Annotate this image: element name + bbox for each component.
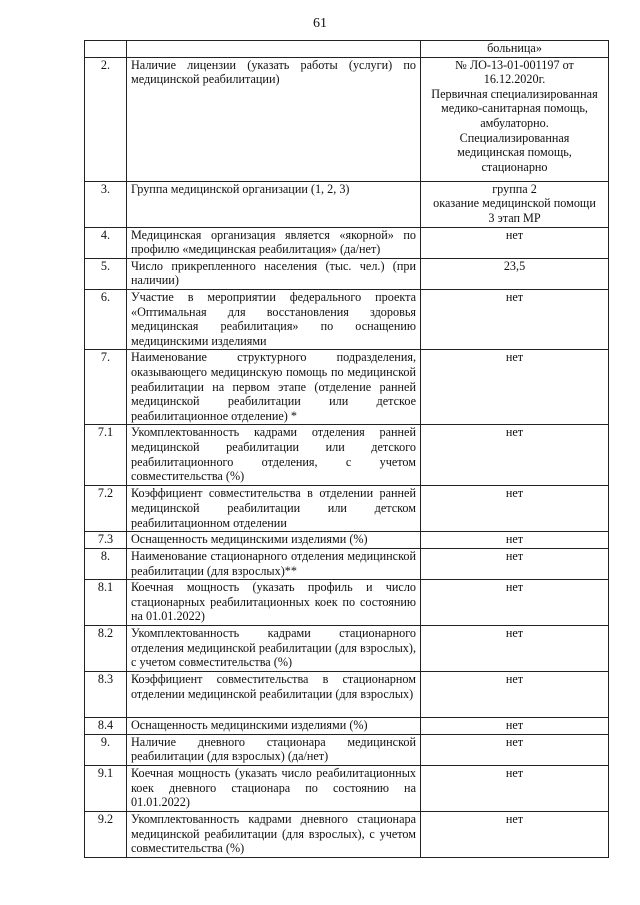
- table-row: [85, 548, 609, 579]
- row-value: нет: [421, 580, 609, 626]
- row-value: нет: [421, 626, 609, 672]
- row-number: 8.4: [85, 718, 127, 735]
- table-row: [85, 57, 609, 181]
- row-description: Коэффициент совместительства в отделении ранней медицинской реабилитации или детском реабилитационном отделении: [127, 486, 421, 532]
- row-value: нет: [421, 718, 609, 735]
- row-number: 9.2: [85, 811, 127, 857]
- row-number: 6.: [85, 289, 127, 349]
- table-row: [85, 289, 609, 349]
- row-description: Группа медицинской организации (1, 2, 3): [127, 181, 421, 227]
- table-row: [85, 811, 609, 857]
- row-value: № ЛО-13-01-001197 от 16.12.2020г. Первичная специализированная медико-санитарная помощь, амбулаторно. Специализированная медицинская помощь, стационарно: [421, 57, 609, 181]
- table-row: [85, 765, 609, 811]
- row-value: нет: [421, 811, 609, 857]
- row-value: нет: [421, 734, 609, 765]
- row-description: Укомплектованность кадрами стационарного отделения медицинской реабилитации (для взрослых), с учетом совместительства (%): [127, 626, 421, 672]
- row-value: больница»: [421, 41, 609, 58]
- row-number: 8.2: [85, 626, 127, 672]
- table-row: [85, 350, 609, 425]
- row-description: Наличие лицензии (указать работы (услуги) по медицинской реабилитации): [127, 57, 421, 181]
- row-description: Наименование структурного подразделения, оказывающего медицинскую помощь по медицинской реабилитации на первом этапе (отделение ранней медицинской реабилитации или детское реабилитационное отделение) *: [127, 350, 421, 425]
- row-value: нет: [421, 765, 609, 811]
- row-description: Коечная мощность (указать число реабилитационных коек дневного стационара по состоянию на 01.01.2022): [127, 765, 421, 811]
- row-value: 23,5: [421, 258, 609, 289]
- row-value: группа 2 оказание медицинской помощи 3 этап МР: [421, 181, 609, 227]
- table-row: [85, 734, 609, 765]
- row-number: 7.2: [85, 486, 127, 532]
- table-row: [85, 626, 609, 672]
- table-row: [85, 41, 609, 58]
- row-description: Коечная мощность (указать профиль и число стационарных реабилитационных коек по состоянию на 01.01.2022): [127, 580, 421, 626]
- row-description: Оснащенность медицинскими изделиями (%): [127, 718, 421, 735]
- row-number: 8.1: [85, 580, 127, 626]
- row-number: 8.3: [85, 672, 127, 718]
- row-number: 9.1: [85, 765, 127, 811]
- row-number: 7.1: [85, 425, 127, 486]
- row-value: нет: [421, 672, 609, 718]
- row-number: 3.: [85, 181, 127, 227]
- table-row: [85, 718, 609, 735]
- row-description: [127, 41, 421, 58]
- row-value: нет: [421, 289, 609, 349]
- row-number: 8.: [85, 548, 127, 579]
- row-value: нет: [421, 532, 609, 549]
- row-value: нет: [421, 548, 609, 579]
- row-description: Оснащенность медицинскими изделиями (%): [127, 532, 421, 549]
- table-row: [85, 672, 609, 718]
- table-row: [85, 258, 609, 289]
- row-description: Число прикрепленного населения (тыс. чел.) (при наличии): [127, 258, 421, 289]
- row-description: Укомплектованность кадрами отделения ранней медицинской реабилитации или детского реабилитационного отделения, с учетом совместительства (%): [127, 425, 421, 486]
- table-row: [85, 532, 609, 549]
- row-description: Наименование стационарного отделения медицинской реабилитации (для взрослых)**: [127, 548, 421, 579]
- row-description: Укомплектованность кадрами дневного стационара медицинской реабилитации (для взрослых), с учетом совместительства (%): [127, 811, 421, 857]
- row-number: 7.: [85, 350, 127, 425]
- row-number: 4.: [85, 227, 127, 258]
- row-value: нет: [421, 350, 609, 425]
- row-value: нет: [421, 227, 609, 258]
- rehabilitation-info-table: [84, 40, 609, 858]
- row-description: Медицинская организация является «якорной» по профилю «медицинская реабилитация» (да/нет): [127, 227, 421, 258]
- row-number: 7.3: [85, 532, 127, 549]
- row-value: нет: [421, 425, 609, 486]
- table-row: [85, 486, 609, 532]
- row-number: 2.: [85, 57, 127, 181]
- page-number: 61: [313, 16, 327, 31]
- table-row: [85, 580, 609, 626]
- row-description: Наличие дневного стационара медицинской реабилитации (для взрослых) (да/нет): [127, 734, 421, 765]
- table-row: [85, 425, 609, 486]
- table-row: [85, 181, 609, 227]
- row-number: [85, 41, 127, 58]
- row-number: 5.: [85, 258, 127, 289]
- row-description: Коэффициент совместительства в стационарном отделении медицинской реабилитации (для взрослых): [127, 672, 421, 718]
- row-value: нет: [421, 486, 609, 532]
- row-description: Участие в мероприятии федерального проекта «Оптимальная для восстановления здоровья медицинская реабилитация» по оснащению медицинскими изделиями: [127, 289, 421, 349]
- row-number: 9.: [85, 734, 127, 765]
- table-row: [85, 227, 609, 258]
